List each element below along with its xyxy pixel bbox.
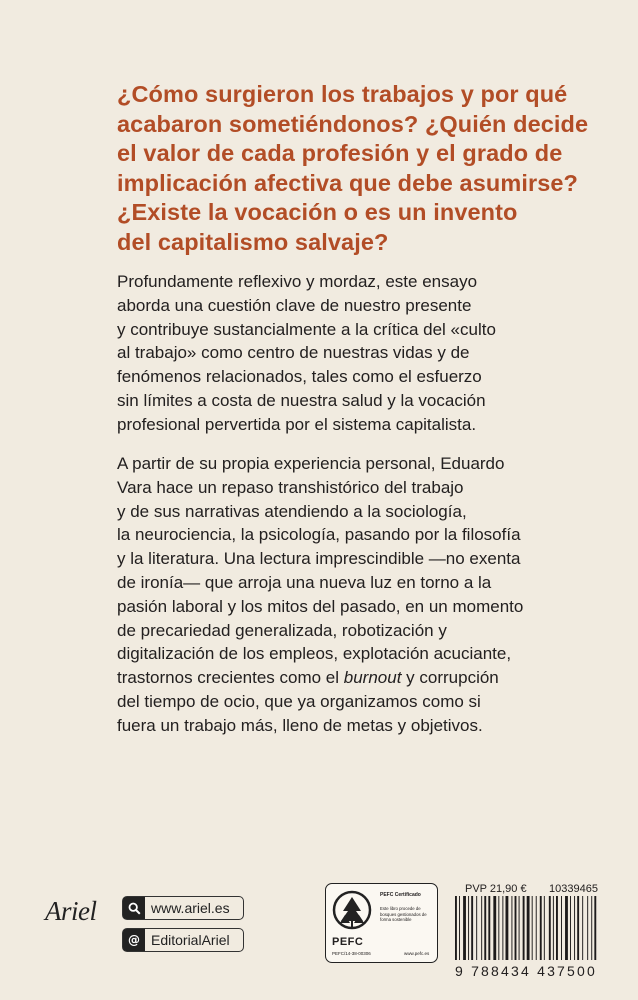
product-code: 10339465 xyxy=(549,883,598,895)
paragraph-line: profesional pervertida por el sistema capitalista. xyxy=(117,414,477,434)
pefc-certification-box xyxy=(325,883,438,963)
paragraph-line: A partir de su propia experiencia personal, Eduardo xyxy=(117,454,505,473)
pefc-code: PEFC xyxy=(332,936,364,948)
paragraph-line: del tiempo de ocio, que ya organizamos como si xyxy=(117,691,481,711)
barcode-bar xyxy=(553,896,554,960)
pefc-tree-logo xyxy=(332,890,372,932)
website-text: www.ariel.es xyxy=(151,900,230,916)
paragraph-line: al trabajo» como centro de nuestras vidas y de xyxy=(117,343,470,363)
isbn-number: 9 788434 437500 xyxy=(455,963,597,979)
barcode-bar xyxy=(536,896,537,960)
barcode-bar xyxy=(493,896,496,960)
barcode-bar xyxy=(565,896,568,960)
barcode-bar xyxy=(515,896,517,960)
paragraph-line: pasión laboral y los mitos del pasado, en un momento xyxy=(117,596,524,616)
paragraph-line: y la literatura. Una lectura imprescindible —no exenta xyxy=(117,549,521,569)
pefc-title: PEFC Certificado xyxy=(380,892,421,898)
publisher-logo: Ariel xyxy=(45,896,97,926)
pefc-description: Este libro procede de bosques gestionados de forma sostenible xyxy=(380,906,427,923)
headline-line: ¿Cómo surgieron los trabajos y por qué xyxy=(117,81,568,107)
barcode-bar xyxy=(587,896,588,960)
paragraph-line: de precariedad generalizada, robotización y xyxy=(117,620,447,640)
pefc-url: www.pefc.es xyxy=(404,951,430,956)
barcode-bar xyxy=(532,896,533,960)
paragraph-line: fuera un trabajo más, lleno de metas y objetivos. xyxy=(117,715,483,735)
barcode-bar xyxy=(527,896,530,960)
barcode-bar xyxy=(459,896,460,960)
barcode-bar xyxy=(481,896,482,960)
barcode-bar xyxy=(549,896,551,960)
paragraph-line: y de sus narrativas atendiendo a la sociología, xyxy=(117,501,467,521)
barcode-bar xyxy=(471,896,473,960)
headline-questions xyxy=(117,80,617,257)
barcode-bar xyxy=(455,896,457,960)
line-text: trastornos crecientes como el xyxy=(117,668,344,688)
headline-line: acabaron sometiéndonos? ¿Quién decide xyxy=(117,110,589,137)
paragraph-line: fenómenos relacionados, tales como el esfuerzo xyxy=(117,367,482,387)
description-paragraph-2 xyxy=(117,452,627,738)
barcode-bar xyxy=(484,896,486,960)
paragraph-line: sin límites a costa de nuestra salud y la vocación xyxy=(117,390,486,410)
barcode-bar xyxy=(577,896,579,960)
barcode-bar xyxy=(556,896,558,960)
paragraph-line xyxy=(117,666,627,690)
barcode-bar xyxy=(468,896,469,960)
barcode-bar xyxy=(511,896,512,960)
italic-term-burnout: burnout xyxy=(343,668,402,688)
paragraph-line: Profundamente reflexivo y mordaz, este ensayo xyxy=(117,272,478,291)
headline-line: del capitalismo salvaje? xyxy=(117,228,389,255)
description-paragraph-1 xyxy=(117,270,627,437)
price-label: PVP 21,90 € xyxy=(465,883,527,895)
website-link[interactable] xyxy=(122,896,244,920)
paragraph-line: aborda una cuestión clave de nuestro presente xyxy=(117,295,472,315)
barcode-bar xyxy=(502,896,503,960)
barcode-bar xyxy=(498,896,499,960)
barcode-bar xyxy=(463,896,466,960)
social-handle-text: EditorialAriel xyxy=(151,932,230,948)
barcode-bar xyxy=(582,896,583,960)
search-icon xyxy=(123,897,145,919)
barcode-bar xyxy=(488,896,490,960)
paragraph-line: y contribuye sustancialmente a la crítica del «culto xyxy=(117,319,496,339)
paragraph-line: de ironía— que arroja una nueva luz en torno a la xyxy=(117,572,492,592)
paragraph-line: digitalización de los empleos, explotación acuciante, xyxy=(117,644,512,664)
barcode-bar xyxy=(570,896,571,960)
barcode-bar xyxy=(591,896,592,960)
headline-line: el valor de cada profesión y el grado de xyxy=(117,140,563,166)
svg-text:@: @ xyxy=(128,933,140,947)
headline-line: ¿Existe la vocación o es un invento xyxy=(117,199,518,225)
pefc-number: PEFC/14-38-00306 xyxy=(332,951,371,956)
barcode-bar xyxy=(594,896,596,960)
barcode-bar xyxy=(506,896,509,960)
isbn-barcode xyxy=(451,896,621,960)
barcode-bar xyxy=(523,896,525,960)
barcode-bar xyxy=(544,896,545,960)
paragraph-line: la neurociencia, la psicología, pasando por la filosofía xyxy=(117,525,521,545)
paragraph-line: Vara hace un repaso transhistórico del trabajo xyxy=(117,477,464,497)
barcode-bar xyxy=(476,896,477,960)
headline-line: implicación afectiva que debe asumirse? xyxy=(117,169,579,196)
barcode-bar xyxy=(519,896,520,960)
line-text: y corrupción xyxy=(401,668,499,688)
barcode-bar xyxy=(561,896,562,960)
barcode-bar xyxy=(574,896,575,960)
barcode-bar xyxy=(540,896,542,960)
social-handle-link[interactable] xyxy=(122,928,244,952)
at-icon xyxy=(123,929,145,951)
